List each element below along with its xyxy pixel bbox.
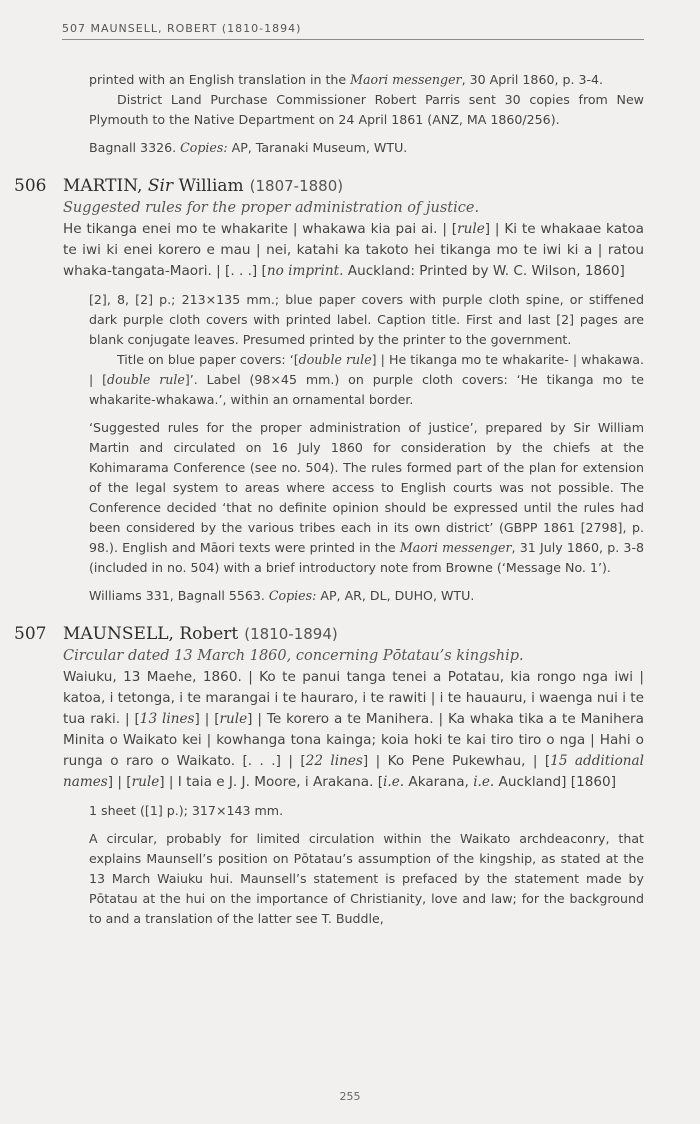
imprint-italic: no imprint. [266, 263, 344, 279]
references-text: Williams 331, Bagnall 5563. [89, 588, 269, 603]
imprint-italic: 13 lines [139, 711, 195, 727]
covers-italic: double rule [107, 372, 185, 387]
imprint-text: ] | [ [107, 774, 132, 790]
imprint-text: ] | Ko Pene Pukewhau, | [ [362, 753, 551, 769]
imprint-italic: 15 additional names [63, 753, 644, 790]
entry-imprint [0, 219, 700, 282]
author-dates: (1807-1880) [249, 177, 344, 195]
entry-507 [0, 622, 700, 929]
imprint-text: ] | Te korero a te Manihera. | Ka whaka tika a te Manihera Minita o Waikato kei | kowhanga tona kainga; koia hoki te kai tiro tiro o nga | Hahi o runga o raro o Waikato. [. . .] | [ [63, 711, 644, 769]
author-name: MARTIN, [63, 176, 148, 196]
entry-collation: 1 sheet ([1] p.); 317×143 mm. [89, 803, 284, 818]
imprint-italic: i.e. [383, 774, 405, 790]
entry-heading [0, 622, 700, 646]
imprint-italic: 22 lines [305, 753, 363, 769]
imprint-italic: rule [219, 711, 248, 727]
page-body [0, 70, 700, 929]
imprint-text: He tikanga enei mo te whakarite | whakawa kia pai ai. | [ [63, 221, 458, 237]
imprint-text: ] | Ki te whakaae katoa te iwi ki enei korero e mau | nei, katahi ka takoto hei tikanga mo te iwi ki a | ratou whaka-tangata-Maori. | [. . .] [ [63, 221, 644, 279]
imprint-text: Waiuku, 13 Maehe, 1860. | Ko te panui tanga tenei a Potatau, kia rongo nga iwi | katoa, i tetonga, i te marangai i te hauraro, i te rawiti | i te hauauru, i waenga nui i te tua raki. | [ [63, 669, 644, 727]
entry-number: 506 [14, 176, 47, 196]
author-name: MAUNSELL, Robert [63, 624, 239, 644]
imprint-text: ] | [ [194, 711, 220, 727]
entry-note [0, 418, 700, 578]
entry-heading [0, 174, 700, 198]
page-number: 255 [339, 1090, 361, 1103]
entry-note: A circular, probably for limited circulation within the Waikato archdeaconry, that explains Maunsell’s position on Pōtatau’s assumption of the kingship, as stated at the 13 March Waiuku hui. Maunsell’s statement is prefaced by the statement made by Pōtatau at the hui on the importance of Christianity, love and law; for the background to and a translation of the latter see T. Buddle, [89, 831, 644, 926]
copies-list: AP, Taranaki Museum, WTU. [227, 140, 408, 155]
note-text: ‘Suggested rules for the proper administration of justice’, prepared by Sir William Martin and circulated on 16 July 1860 for consideration by the chiefs at the Kohimarama Conference (see no. 504). The rules formed part of the plan for extension of the legal system to areas where access to English courts was not possible. The Conference decided ‘that no definite opinion should be expressed until the rules had been considered by the various tribes each in its own district’ (GBPP 1861 [2798], p. 98.). English and Māori texts were printed in the [89, 420, 644, 555]
entry-506 [0, 174, 700, 606]
copies-label: Copies: [268, 588, 317, 603]
entry-collation: [2], 8, [2] p.; 213×135 mm.; blue paper covers with purple cloth spine, or stiffened dark purple cloth covers with printed label. Caption title. First and last [2] pages are blank conjugate leaves. Presumed printed by the printer to the government. [89, 292, 644, 347]
copies-label: Copies: [180, 140, 228, 155]
covers-text: Title on blue paper covers: ‘[ [117, 352, 299, 367]
references-text: Bagnall 3326. [89, 140, 181, 155]
carryover-text: printed with an English translation in the [89, 72, 351, 87]
imprint-italic: rule [457, 221, 485, 237]
entry-imprint [0, 667, 700, 793]
covers-italic: double rule [298, 352, 372, 367]
author-honorific: Sir [147, 176, 174, 196]
imprint-italic: rule [131, 774, 160, 790]
running-head: 507 MAUNSELL, ROBERT (1810-1894) [62, 22, 644, 40]
author-given-name: William [173, 176, 244, 196]
imprint-text: Auckland] [1860] [494, 774, 616, 790]
imprint-text: ] | I taia e J. J. Moore, i Arakana. [ [159, 774, 384, 790]
carryover-text-end: , 30 April 1860, p. 3-4. [461, 72, 604, 87]
covers-text: ] | He tikanga mo te whakarite- | whakawa. | [ [89, 352, 644, 387]
carryover-paragraph [0, 70, 700, 90]
carryover-italic: Maori messenger [350, 72, 462, 87]
entry-title: Circular dated 13 March 1860, concerning Pōtatau’s kingship. [63, 648, 524, 664]
imprint-text: Auckland: Printed by W. C. Wilson, 1860] [343, 263, 625, 279]
entry-number: 507 [14, 624, 47, 644]
entry-references [0, 586, 700, 606]
carryover-references [0, 138, 700, 158]
imprint-italic: i.e. [473, 774, 495, 790]
entry-covers-note [0, 350, 700, 410]
covers-text: ]’. Label (98×45 mm.) on purple cloth covers: ‘He tikanga mo te whakarite-whakawa.’, within an ornamental border. [89, 372, 644, 407]
imprint-text: Akarana, [404, 774, 474, 790]
entry-title: Suggested rules for the proper administration of justice. [63, 200, 480, 216]
carryover-note: District Land Purchase Commissioner Robert Parris sent 30 copies from New Plymouth to the Native Department on 24 April 1861 (ANZ, MA 1860/256). [89, 92, 644, 127]
author-dates: (1810-1894) [244, 625, 338, 643]
note-text: , 31 July 1860, p. 3-8 (included in no. 504) with a brief introductory note from Browne (‘Message No. 1’). [89, 540, 644, 575]
copies-list: AP, AR, DL, DUHO, WTU. [316, 588, 475, 603]
note-italic: Maori messenger [399, 540, 512, 555]
